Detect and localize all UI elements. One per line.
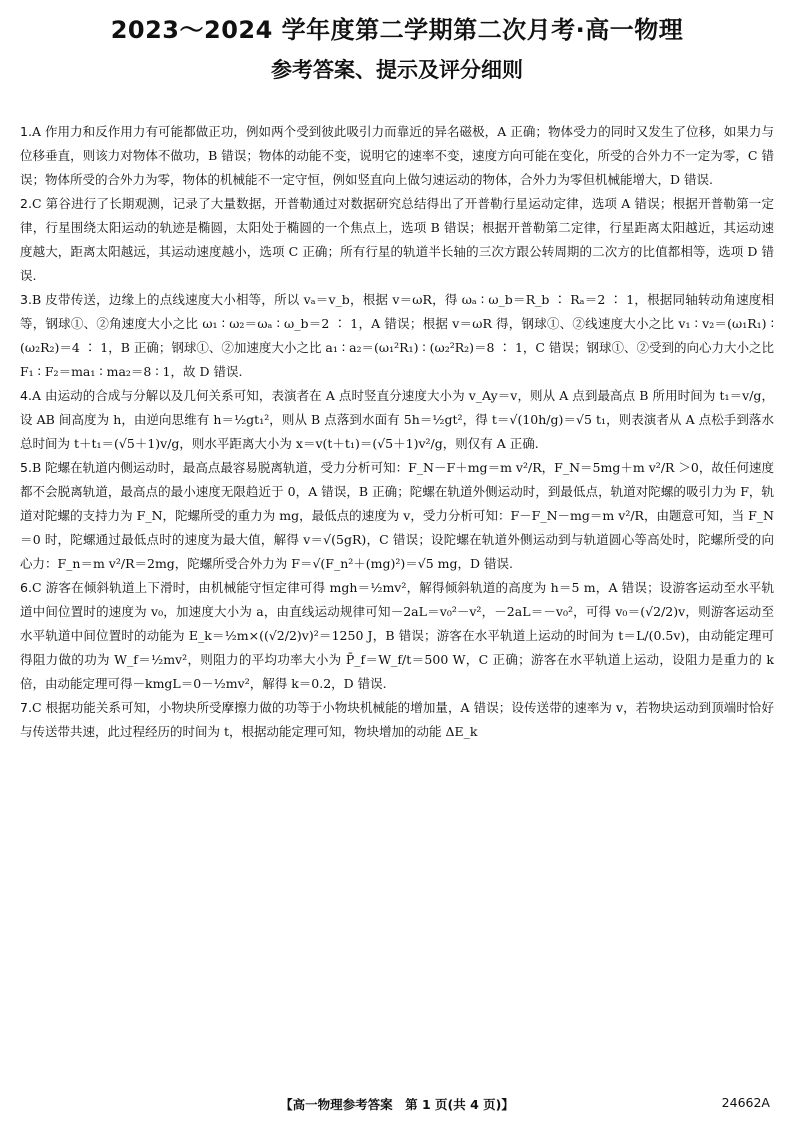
answer-number: 4.: [20, 388, 32, 403]
answer-text: C 根据功能关系可知，小物块所受摩擦力做的功等于小物块机械能的增加量，A 错误；设传送带的速率为 v，若物块运动到顶端时恰好与传送带共速，此过程经历的时间为 t，根据动能定理可知，物块增加的动能 ΔE_k: [20, 700, 774, 739]
answer-text: B 皮带传送，边缘上的点线速度大小相等，所以 vₐ＝v_b，根据 v＝ωR，得 ωₐ ∶ ω_b＝R_b ∶ Rₐ＝2 ∶ 1，根据同轴转动角速度相等，钢球①、②角速度大小之比 ω₁ ∶ ω₂＝ωₐ ∶ ω_b＝2 ∶ 1，A 错误；根据 v＝ωR 得，钢球①、②线速度大小之比 v₁ ∶ v₂＝(ω₁R₁) ∶ (ω₂R₂)＝4 ∶ 1，B 正确；钢球①、②加速度大小之比 a₁ ∶ a₂＝(ω₁²R₁) ∶ (ω₂²R₂)＝8 ∶ 1，C 错误；钢球①、②受到的向心力大小之比 F₁ ∶ F₂＝ma₁ ∶ ma₂＝8 ∶ 1，故 D 错误.: [20, 292, 774, 379]
answer-number: 7.: [20, 700, 32, 715]
answer-text: A 由运动的合成与分解以及几何关系可知，表演者在 A 点时竖直分速度大小为 v_Ay＝v，则从 A 点到最高点 B 所用时间为 t₁＝v/g，设 AB 间高度为 h，由逆向思维有 h＝½gt₁²，则从 B 点落到水面有 5h＝½gt²，得 t＝√(10h/g)＝√5 t₁，则表演者从 A 点松手到落水总时间为 t＋t₁＝(√5＋1)v/g，则水平距离大小为 x＝v(t＋t₁)＝(√5＋1)v²/g，则仅有 A 正确.: [20, 388, 774, 451]
page-title: 2023～2024 学年度第二学期第二次月考·高一物理: [110, 16, 684, 44]
answer-number: 3.: [20, 292, 32, 307]
answer-number: 2.: [20, 196, 32, 211]
footer-code: 24662A: [721, 1095, 770, 1110]
answer-3: [20, 288, 774, 384]
answer-5: [20, 456, 774, 576]
answer-text: B 陀螺在轨道内侧运动时，最高点最容易脱离轨道，受力分析可知：F_N－F＋mg＝m v²/R，F_N＝5mg＋m v²/R ＞0，故任何速度都不会脱离轨道，最高点的最小速度无限趋近于 0，A 错误，B 正确；陀螺在轨道外侧运动时，到最低点，轨道对陀螺的吸引力为 F，轨道对陀螺的支持力为 F_N，陀螺所受的重力为 mg，最低点的速度为 v，受力分析可知：F－F_N－mg＝m v²/R，由题意可知，当 F_N＝0 时，陀螺通过最低点时的速度为最大值，解得 v＝√(5gR)，C 错误；设陀螺在轨道外侧运动到与轨道圆心等高处时，陀螺所受的向心力：F_n＝m v²/R＝2mg，陀螺所受合外力为 F＝√(F_n²＋(mg)²)＝√5 mg，D 错误.: [20, 460, 774, 571]
answer-text: C 游客在倾斜轨道上下滑时，由机械能守恒定律可得 mgh＝½mv²，解得倾斜轨道的高度为 h＝5 m，A 错误；设游客运动至水平轨道中间位置时的速度为 v₀，加速度大小为 a，由直线运动规律可知－2aL＝v₀²－v²，－2aL＝－v₀²，可得 v₀＝(√2/2)v，则游客运动至水平轨道中间位置时的动能为 E_k＝½m×((√2/2)v)²＝1250 J，B 错误；游客在水平轨道上运动的时间为 t＝L/(0.5v)，由动能定理可得阻力做的功为 W_f＝½mv²，则阻力的平均功率大小为 P̄_f＝W_f/t＝500 W，C 正确；游客在水平轨道上运动，设阻力是重力的 k 倍，由动能定理可得－kmgL＝0－½mv²，解得 k＝0.2，D 错误.: [20, 580, 774, 691]
answer-6: [20, 576, 774, 696]
answer-text: C 第谷进行了长期观测，记录了大量数据，开普勒通过对数据研究总结得出了开普勒行星运动定律，选项 A 错误；根据开普勒第一定律，行星围绕太阳运动的轨迹是椭圆，太阳处于椭圆的一个焦点上，选项 B 错误；根据开普勒第二定律，行星距离太阳越近，其运动速度越大，距离太阳越远，其运动速度越小，选项 C 正确；所有行星的轨道半长轴的三次方跟公转周期的二次方的比值都相等，选项 D 错误.: [20, 196, 774, 283]
footer-label: 【高一物理参考答案 第 1 页(共 4 页)】: [280, 1097, 514, 1112]
answer-1: [20, 120, 774, 192]
answer-number: 1.: [20, 124, 32, 139]
answer-7: [20, 696, 774, 744]
answer-4: [20, 384, 774, 456]
answer-text: A 作用力和反作用力有可能都做正功，例如两个受到彼此吸引力而靠近的异名磁极，A 正确；物体受力的同时又发生了位移，如果力与位移垂直，则该力对物体不做功，B 错误；物体的动能不变，说明它的速率不变，速度方向可能在变化，所受的合外力不一定为零，C 错误；物体所受的合外力为零，物体的机械能不一定守恒，例如竖直向上做匀速运动的物体，合外力为零但机械能增大，D 错误.: [20, 124, 774, 187]
answers-body: [20, 120, 774, 744]
page-subtitle: 参考答案、提示及评分细则: [271, 58, 523, 82]
answer-2: [20, 192, 774, 288]
page-footer: [0, 1095, 794, 1115]
answer-number: 5.: [20, 460, 32, 475]
answer-number: 6.: [20, 580, 32, 595]
